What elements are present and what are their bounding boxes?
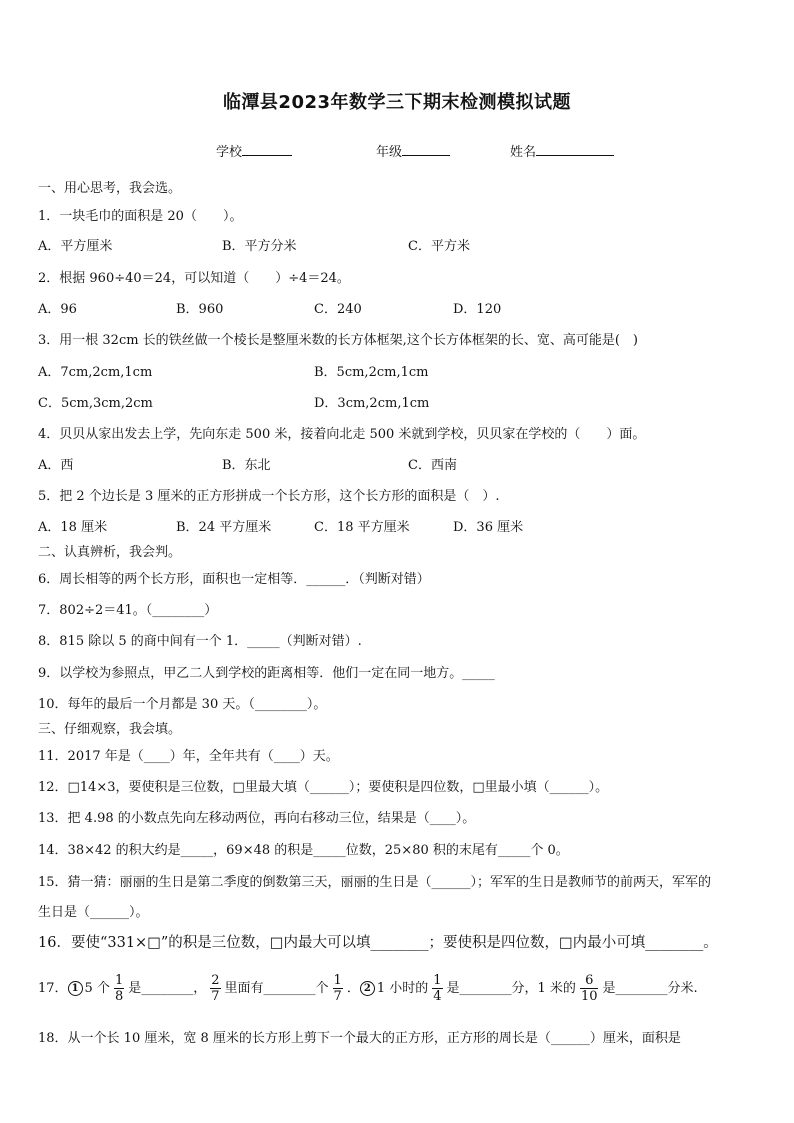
question-4: 4．贝贝从家出发去上学，先向东走 500 米，接着向北走 500 米就到学校，贝贝家在学校的（ ）面。 — [38, 427, 646, 442]
fraction — [432, 973, 442, 1004]
q2-option-b: B．960 — [176, 302, 224, 317]
q17-text: 1 小时的 — [376, 981, 429, 996]
circled-number-icon: 1 — [68, 981, 83, 996]
q17-text: 是________分，1 米的 — [446, 981, 576, 996]
page-title: 临潭县2023年数学三下期末检测模拟试题 — [222, 92, 572, 113]
question-3: 3．用一根 32cm 长的铁丝做一个棱长是整厘米数的长方体框架,这个长方体框架的长、宽、高可能是( ) — [38, 333, 638, 348]
numerator: 1 — [114, 973, 124, 988]
q4-option-b: B．东北 — [222, 458, 271, 473]
question-11: 11．2017 年是（____）年，全年共有（____）天。 — [38, 749, 339, 764]
name-blank — [536, 143, 614, 156]
question-17 — [38, 972, 698, 1006]
q17-text: 5 个 — [84, 981, 110, 996]
q2-option-c: C．240 — [314, 302, 362, 317]
name-label: 姓名 — [510, 145, 537, 160]
name-field — [510, 141, 614, 160]
q17-text: 里面有________个 — [224, 981, 329, 996]
fraction — [580, 973, 599, 1004]
q3-option-b: B．5cm,2cm,1cm — [314, 365, 429, 380]
grade-label: 年级 — [376, 145, 403, 160]
q5-option-c: C．18 平方厘米 — [314, 520, 410, 535]
question-1: 1．一块毛巾的面积是 20（ ）。 — [38, 209, 243, 224]
q1-option-c: C．平方米 — [408, 239, 470, 254]
question-15-line-2: 生日是（______）。 — [38, 905, 149, 920]
denominator: 7 — [211, 989, 220, 1004]
school-blank — [242, 143, 292, 156]
question-6: 6．周长相等的两个长方形，面积也一定相等．______．（判断对错） — [38, 572, 430, 587]
question-13: 13．把 4.98 的小数点先向左移动两位，再向右移动三位，结果是（____）。 — [38, 811, 476, 826]
q17-text: 是________， — [128, 981, 207, 996]
q17-number: 17． — [38, 981, 68, 996]
question-2: 2．根据 960÷40＝24，可以知道（ ）÷4＝24。 — [38, 271, 350, 286]
fraction — [210, 973, 220, 1004]
circled-number-icon: 2 — [360, 981, 375, 996]
q2-option-d: D．120 — [453, 302, 502, 317]
question-10: 10．每年的最后一个月都是 30 天。（________）。 — [38, 697, 327, 712]
q5-option-a: A．18 厘米 — [38, 520, 108, 535]
question-9: 9．以学校为参照点，甲乙二人到学校的距离相等．他们一定在同一地方。_____ — [38, 666, 495, 681]
denominator: 4 — [433, 989, 442, 1004]
q4-option-c: C．西南 — [408, 458, 457, 473]
q1-option-a: A．平方厘米 — [38, 239, 113, 254]
section-heading: 一、用心思考，我会选。 — [38, 181, 182, 196]
school-field — [216, 141, 292, 160]
q1-option-b: B．平方分米 — [222, 239, 297, 254]
q2-option-a: A．96 — [38, 302, 77, 317]
numerator: 6 — [585, 973, 594, 988]
q17-text: ． — [346, 981, 360, 996]
question-14: 14．38×42 的积大约是_____，69×48 的积是_____位数，25×80 积的末尾有_____个 0。 — [38, 843, 569, 858]
q5-option-b: B．24 平方厘米 — [176, 520, 272, 535]
q3-option-d: D．3cm,2cm,1cm — [314, 396, 430, 411]
q5-option-d: D．36 厘米 — [453, 520, 524, 535]
grade-field — [376, 141, 450, 160]
question-7: 7．802÷2＝41。（________） — [38, 603, 218, 618]
q17-text: 是________分米. — [602, 981, 698, 996]
fraction — [333, 973, 343, 1004]
denominator: 7 — [333, 989, 342, 1004]
question-8: 8．815 除以 5 的商中间有一个 1．_____（判断对错）. — [38, 634, 362, 649]
q3-option-c: C．5cm,3cm,2cm — [38, 396, 153, 411]
question-16: 16．要使“331×□”的积是三位数，□内最大可以填________；要使积是四位数，□内最小可填________。 — [38, 935, 718, 951]
numerator: 2 — [211, 973, 220, 988]
question-18: 18．从一个长 10 厘米，宽 8 厘米的长方形上剪下一个最大的正方形，正方形的周长是（______）厘米，面积是 — [38, 1031, 681, 1046]
section-heading: 三、仔细观察，我会填。 — [38, 722, 182, 737]
school-label: 学校 — [216, 145, 243, 160]
question-15-line-1: 15．猜一猜：丽丽的生日是第二季度的倒数第三天，丽丽的生日是（______）；军军的生日是教师节的前两天，军军的 — [38, 875, 712, 890]
question-12: 12．□14×3，要使积是三位数，□里最大填（______）；要使积是四位数，□里最小填（______）。 — [38, 780, 609, 795]
denominator: 8 — [114, 989, 124, 1004]
numerator: 1 — [433, 973, 442, 988]
numerator: 1 — [333, 973, 342, 988]
question-5: 5．把 2 个边长是 3 厘米的正方形拼成一个长方形，这个长方形的面积是（ ）. — [38, 489, 500, 504]
fraction — [114, 973, 124, 1004]
section-heading: 二、认真辨析，我会判。 — [38, 545, 182, 560]
denominator: 10 — [580, 989, 598, 1004]
grade-blank — [402, 143, 450, 156]
q3-option-a: A．7cm,2cm,1cm — [38, 365, 153, 380]
q4-option-a: A．西 — [38, 458, 74, 473]
